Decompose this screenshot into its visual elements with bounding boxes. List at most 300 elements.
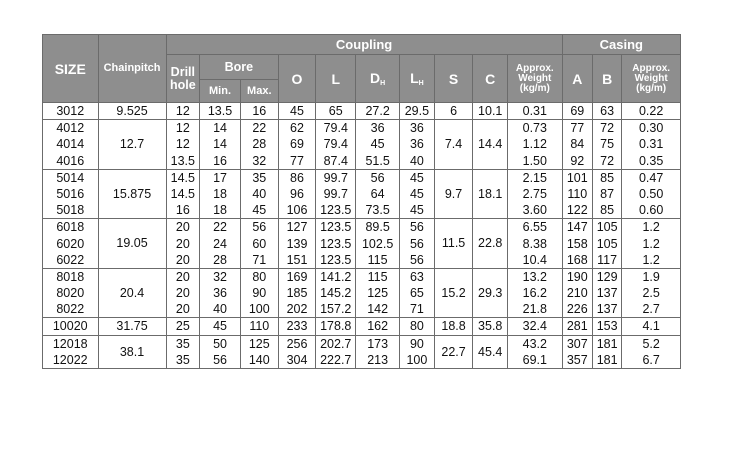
table-row — [43, 103, 681, 120]
chainpitch-cell — [98, 318, 166, 335]
drill-value: 12 — [175, 137, 190, 152]
b-value: 137 — [596, 302, 618, 317]
lh-value: 100 — [406, 352, 428, 367]
b-cell — [592, 103, 621, 120]
cw-value: 0.73 — [522, 121, 547, 136]
dh-cell — [356, 318, 400, 335]
size-value: 4016 — [56, 153, 85, 168]
b-header: B — [592, 55, 621, 103]
l-value: 145.2 — [320, 286, 352, 301]
s-cell — [434, 318, 473, 335]
l-cell — [316, 219, 356, 269]
a-value: 210 — [566, 286, 588, 301]
s-cell — [434, 103, 473, 120]
l-value: 123.5 — [320, 252, 352, 267]
max-value: 60 — [252, 236, 267, 251]
kw-cell — [622, 120, 681, 170]
a-value: 281 — [566, 319, 588, 334]
o-value: 304 — [286, 352, 308, 367]
drill-value: 35 — [175, 336, 190, 351]
drill-value: 12 — [175, 121, 190, 136]
kw-value: 0.60 — [638, 203, 664, 218]
o-value: 77 — [290, 153, 304, 168]
b-value: 137 — [596, 286, 618, 301]
l-cell — [316, 103, 356, 120]
l-value: 178.8 — [320, 319, 352, 334]
c-value: 22.8 — [478, 236, 503, 251]
c-value: 10.1 — [478, 103, 503, 118]
o-value: 69 — [290, 137, 304, 152]
l-value: 202.7 — [320, 336, 352, 351]
bore-max-header: Max. — [240, 80, 278, 103]
cw-cell — [508, 335, 563, 368]
min-value: 40 — [213, 302, 227, 317]
min-cell — [200, 219, 241, 269]
size-cell — [43, 268, 99, 318]
l-header: L — [316, 55, 356, 103]
o-cell — [278, 335, 316, 368]
lh-value: 71 — [409, 302, 424, 317]
cw-value: 21.8 — [522, 302, 547, 317]
cw-cell — [508, 120, 563, 170]
drill-cell — [166, 103, 200, 120]
min-value: 56 — [213, 352, 227, 367]
a-cell — [562, 318, 592, 335]
l-value: 141.2 — [320, 269, 352, 284]
min-cell — [200, 318, 241, 335]
table-body — [43, 103, 681, 369]
dh-value: 73.5 — [365, 203, 390, 218]
b-cell — [592, 318, 621, 335]
lh-cell — [400, 219, 435, 269]
a-value: 226 — [566, 302, 588, 317]
kw-value: 2.7 — [642, 302, 660, 317]
min-value: 18 — [213, 186, 227, 201]
size-cell — [43, 318, 99, 335]
max-value: 100 — [248, 302, 270, 317]
drill-value: 20 — [175, 302, 190, 317]
size-cell — [43, 120, 99, 170]
b-cell — [592, 268, 621, 318]
b-value: 72 — [600, 121, 615, 136]
max-cell — [240, 103, 278, 120]
dh-value: 27.2 — [365, 104, 390, 118]
max-value: 125 — [248, 336, 270, 351]
max-value: 32 — [252, 153, 267, 168]
kw-cell — [622, 318, 681, 335]
b-value: 72 — [600, 153, 615, 168]
lh-header: $L_H$ — [400, 55, 435, 103]
l-value: 79.4 — [323, 121, 348, 136]
min-value: 36 — [213, 286, 227, 301]
b-cell — [592, 169, 621, 219]
a-value: 357 — [566, 352, 588, 367]
kw-value: 0.31 — [638, 137, 664, 152]
l-value: 99.7 — [323, 186, 348, 201]
min-value: 14 — [213, 121, 227, 136]
kw-value: 1.2 — [642, 220, 660, 235]
cw-value: 3.60 — [522, 203, 547, 218]
b-value: 85 — [600, 203, 615, 218]
o-value: 62 — [290, 121, 304, 136]
kw-value: 0.35 — [638, 153, 664, 168]
cw-cell — [508, 103, 563, 120]
dh-cell — [356, 169, 400, 219]
o-value: 139 — [286, 236, 308, 251]
max-value: 22 — [252, 121, 267, 136]
max-cell — [240, 335, 278, 368]
o-cell — [278, 120, 316, 170]
lh-value: 40 — [409, 153, 424, 168]
a-value: 92 — [570, 153, 585, 168]
lh-value: 29.5 — [404, 104, 430, 118]
a-cell — [562, 120, 592, 170]
kw-value: 2.5 — [642, 286, 660, 301]
a-value: 168 — [566, 252, 588, 267]
cw-value: 0.31 — [522, 104, 547, 118]
drill-value: 20 — [175, 236, 190, 251]
cw-value: 2.15 — [522, 170, 547, 185]
b-value: 181 — [596, 336, 618, 351]
bore-header: Bore — [200, 55, 279, 80]
o-cell — [278, 219, 316, 269]
lh-cell — [400, 335, 435, 368]
o-value: 127 — [286, 220, 308, 235]
a-value: 110 — [567, 186, 588, 201]
l-value: 79.4 — [323, 137, 348, 152]
table-row — [43, 268, 681, 318]
drill-cell — [166, 318, 200, 335]
max-cell — [240, 318, 278, 335]
o-value: 45 — [290, 104, 304, 118]
c-value: 18.1 — [478, 186, 503, 201]
a-cell — [562, 219, 592, 269]
lh-cell — [400, 120, 435, 170]
min-cell — [200, 169, 241, 219]
min-value: 28 — [213, 252, 227, 267]
max-value: 35 — [252, 170, 267, 185]
min-value: 13.5 — [207, 104, 233, 118]
s-value: 9.7 — [444, 186, 463, 201]
s-cell — [434, 335, 473, 368]
chainpitch-value: 20.4 — [119, 285, 145, 300]
c-value: 29.3 — [478, 285, 503, 300]
size-cell — [43, 219, 99, 269]
b-value: 181 — [596, 352, 618, 367]
lh-value: 56 — [409, 220, 424, 235]
b-value: 63 — [600, 104, 615, 118]
lh-value: 36 — [409, 121, 424, 136]
dh-cell — [356, 268, 400, 318]
size-value: 5018 — [56, 203, 85, 218]
size-value: 6018 — [56, 220, 85, 235]
a-value: 147 — [566, 220, 588, 235]
lh-value: 56 — [409, 252, 424, 267]
kw-value: 0.50 — [638, 186, 664, 201]
kw-cell — [622, 219, 681, 269]
size-value: 3012 — [56, 104, 85, 118]
b-value: 87 — [600, 186, 615, 201]
a-cell — [562, 169, 592, 219]
s-cell — [434, 219, 473, 269]
l-cell — [316, 120, 356, 170]
chainpitch-value: 9.525 — [116, 103, 148, 118]
dh-cell — [356, 219, 400, 269]
cw-value: 10.4 — [522, 252, 547, 267]
l-value: 123.5 — [320, 236, 352, 251]
c-cell — [473, 219, 508, 269]
chainpitch-cell — [98, 335, 166, 368]
chainpitch-cell — [98, 268, 166, 318]
b-value: 117 — [597, 252, 618, 267]
l-value: 99.7 — [323, 170, 348, 185]
kw-value: 0.22 — [638, 104, 664, 118]
o-value: 169 — [286, 269, 308, 284]
table-row — [43, 169, 681, 219]
size-value: 4012 — [56, 121, 85, 136]
min-value: 22 — [213, 220, 227, 235]
drill-cell — [166, 268, 200, 318]
size-cell — [43, 103, 99, 120]
kw-value: 4.1 — [642, 319, 660, 334]
kw-value: 0.47 — [638, 170, 664, 185]
l-value: 87.4 — [323, 153, 348, 168]
cw-cell — [508, 318, 563, 335]
dh-value: 51.5 — [365, 153, 390, 168]
size-value: 8018 — [56, 269, 85, 284]
lh-value: 56 — [409, 236, 424, 251]
drill-value: 14.5 — [170, 186, 195, 201]
dh-cell — [356, 335, 400, 368]
b-cell — [592, 120, 621, 170]
chainpitch-value: 38.1 — [119, 344, 145, 359]
max-cell — [240, 268, 278, 318]
o-value: 185 — [286, 286, 308, 301]
drill-cell — [166, 169, 200, 219]
a-cell — [562, 268, 592, 318]
lh-value: 45 — [409, 203, 424, 218]
size-value: 12018 — [52, 336, 88, 351]
b-value: 129 — [596, 269, 618, 284]
b-cell — [592, 335, 621, 368]
cw-value: 16.2 — [522, 286, 547, 301]
l-cell — [316, 268, 356, 318]
dh-value: 102.5 — [361, 236, 394, 251]
table-row — [43, 318, 681, 335]
max-value: 56 — [252, 220, 267, 235]
casing-weight-header: Approx. Weight (kg/m) — [622, 55, 681, 103]
drill-value: 25 — [175, 319, 190, 334]
max-cell — [240, 169, 278, 219]
a-cell — [562, 103, 592, 120]
drill-cell — [166, 219, 200, 269]
l-value: 123.5 — [320, 220, 352, 235]
c-cell — [473, 268, 508, 318]
c-cell — [473, 120, 508, 170]
min-value: 45 — [213, 319, 227, 334]
min-value: 50 — [213, 336, 227, 351]
dh-value: 36 — [370, 121, 385, 136]
dh-value: 56 — [370, 170, 385, 185]
max-value: 140 — [248, 352, 270, 367]
dh-value: 213 — [367, 352, 389, 367]
min-value: 17 — [213, 170, 227, 185]
drill-hole-header: Drill hole — [166, 55, 200, 103]
a-value: 101 — [566, 170, 588, 185]
lh-value: 63 — [409, 269, 424, 284]
kw-value: 1.2 — [642, 236, 660, 251]
lh-value: 80 — [409, 319, 424, 334]
s-value: 15.2 — [441, 285, 466, 300]
size-value: 10020 — [52, 319, 88, 334]
c-header: C — [473, 55, 508, 103]
s-value: 11.5 — [441, 236, 466, 251]
c-cell — [473, 335, 508, 368]
a-value: 84 — [570, 137, 585, 152]
min-value: 18 — [213, 203, 227, 218]
kw-value: 1.9 — [642, 269, 660, 284]
table-row — [43, 120, 681, 170]
cw-cell — [508, 268, 563, 318]
chainpitch-cell — [98, 120, 166, 170]
min-cell — [200, 268, 241, 318]
lh-cell — [400, 103, 435, 120]
s-value: 7.4 — [444, 137, 463, 152]
b-value: 85 — [600, 170, 615, 185]
cw-value: 8.38 — [522, 236, 547, 251]
a-value: 122 — [566, 203, 588, 218]
cw-value: 43.2 — [522, 336, 547, 351]
drill-cell — [166, 335, 200, 368]
size-value: 4014 — [56, 137, 85, 152]
drill-value: 16 — [175, 203, 190, 218]
size-value: 5016 — [56, 186, 85, 201]
max-value: 71 — [252, 252, 267, 267]
c-cell — [473, 318, 508, 335]
drill-value: 20 — [175, 269, 190, 284]
chainpitch-value: 19.05 — [116, 236, 148, 251]
l-value: 157.2 — [320, 302, 352, 317]
drill-value: 20 — [175, 220, 190, 235]
s-cell — [434, 268, 473, 318]
dh-value: 115 — [367, 269, 388, 284]
max-cell — [240, 219, 278, 269]
drill-value: 20 — [175, 252, 190, 267]
dh-cell — [356, 120, 400, 170]
c-value: 35.8 — [478, 319, 503, 334]
max-value: 40 — [252, 186, 267, 201]
o-value: 233 — [286, 319, 308, 334]
b-cell — [592, 219, 621, 269]
chainpitch-value: 12.7 — [119, 137, 145, 152]
a-cell — [562, 335, 592, 368]
a-value: 190 — [566, 269, 588, 284]
c-cell — [473, 103, 508, 120]
drill-value: 12 — [175, 104, 190, 118]
s-cell — [434, 120, 473, 170]
size-value: 6022 — [56, 252, 85, 267]
s-cell — [434, 169, 473, 219]
dh-value: 115 — [367, 252, 388, 267]
o-value: 96 — [290, 186, 304, 201]
o-value: 202 — [286, 302, 308, 317]
s-value: 22.7 — [441, 344, 466, 359]
a-header: A — [562, 55, 592, 103]
lh-value: 65 — [409, 286, 424, 301]
bore-min-header: Min. — [200, 80, 241, 103]
size-header: SIZE — [43, 35, 99, 103]
cw-value: 6.55 — [522, 220, 547, 235]
drill-value: 35 — [175, 352, 190, 367]
min-cell — [200, 120, 241, 170]
max-value: 45 — [252, 203, 267, 218]
cw-value: 13.2 — [522, 269, 547, 284]
size-value: 8022 — [56, 302, 85, 317]
dh-value: 125 — [367, 286, 389, 301]
min-cell — [200, 335, 241, 368]
lh-cell — [400, 268, 435, 318]
c-value: 14.4 — [478, 137, 503, 152]
drill-value: 20 — [175, 286, 190, 301]
l-value: 123.5 — [320, 203, 352, 218]
l-cell — [316, 169, 356, 219]
dh-value: 45 — [370, 137, 385, 152]
table-row — [43, 335, 681, 368]
coupling-weight-header: Approx. Weight (kg/m) — [508, 55, 563, 103]
dh-value: 64 — [370, 186, 385, 201]
cw-value: 69.1 — [522, 352, 547, 367]
max-value: 16 — [252, 104, 267, 118]
s-value: 18.8 — [441, 319, 466, 334]
lh-value: 45 — [409, 170, 424, 185]
min-value: 24 — [213, 236, 227, 251]
dh-cell — [356, 103, 400, 120]
l-cell — [316, 318, 356, 335]
b-value: 153 — [596, 319, 618, 334]
lh-value: 45 — [409, 186, 424, 201]
max-cell — [240, 120, 278, 170]
a-value: 77 — [570, 121, 585, 136]
c-value: 45.4 — [478, 344, 503, 359]
o-value: 151 — [286, 252, 308, 267]
o-cell — [278, 103, 316, 120]
chainpitch-cell — [98, 219, 166, 269]
kw-value: 6.7 — [642, 352, 660, 367]
max-value: 80 — [252, 269, 267, 284]
dh-header: $D_H$ — [356, 55, 400, 103]
kw-cell — [622, 103, 681, 120]
size-cell — [43, 335, 99, 368]
kw-cell — [622, 335, 681, 368]
l-value: 222.7 — [320, 352, 352, 367]
cw-value: 32.4 — [522, 319, 547, 334]
o-cell — [278, 268, 316, 318]
kw-value: 0.30 — [638, 121, 664, 136]
size-value: 8020 — [56, 286, 85, 301]
lh-value: 36 — [409, 137, 424, 152]
o-value: 256 — [286, 336, 308, 351]
min-value: 14 — [213, 137, 227, 152]
chainpitch-cell — [98, 103, 166, 120]
table-row — [43, 219, 681, 269]
a-value: 307 — [566, 336, 588, 351]
casing-header: Casing — [562, 35, 680, 55]
spec-table — [42, 34, 681, 369]
chainpitch-header: Chainpitch — [98, 35, 166, 103]
max-value: 110 — [249, 319, 270, 334]
o-value: 106 — [286, 203, 308, 218]
max-value: 28 — [252, 137, 267, 152]
